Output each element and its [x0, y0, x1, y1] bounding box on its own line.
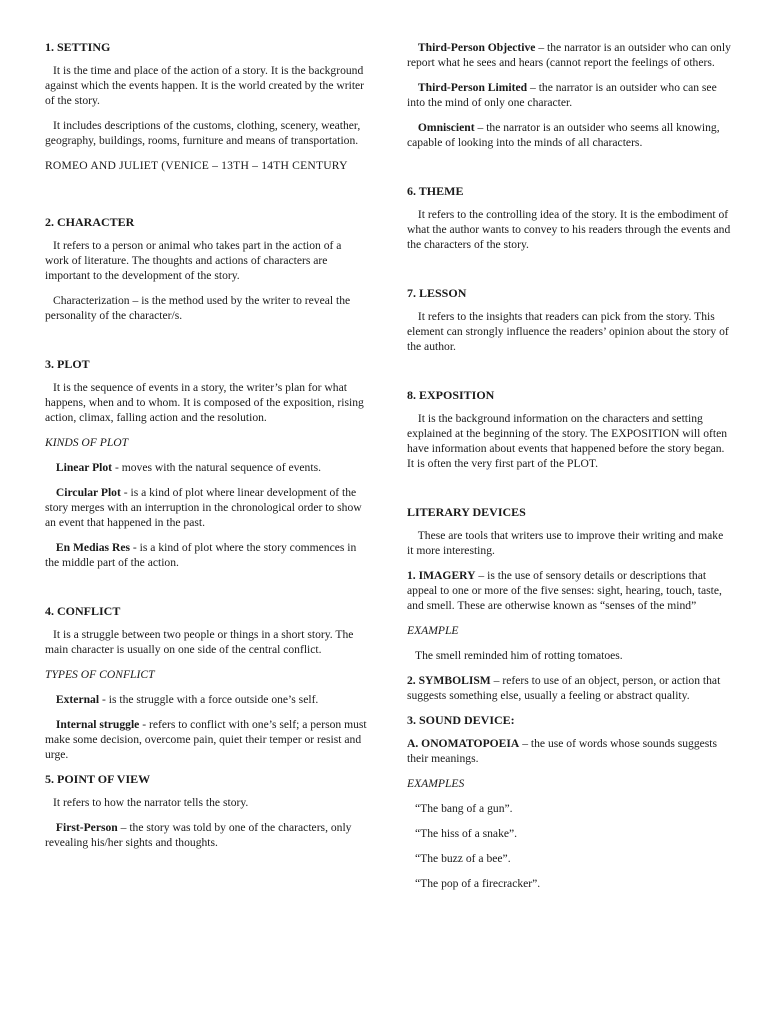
symbolism-item: 2. SYMBOLISM – refers to use of an object, person, or action that suggests something else, usually a feeling or abstract quality.: [407, 674, 721, 702]
pov-paragraph-1: It refers to how the narrator tells the story.: [53, 796, 249, 809]
plot-kind-item: Linear Plot - moves with the natural sequence of events.: [55, 461, 321, 474]
conflict-heading: 4. CONFLICT: [45, 604, 121, 618]
setting-example: ROMEO AND JULIET (VENICE – 13TH – 14TH CENTURY: [45, 159, 348, 172]
plot-kinds-label: KINDS OF PLOT: [45, 436, 129, 449]
plot-kind-item: Circular Plot - is a kind of plot where linear development of the story merges with an interruption in the chronological order to show an event that happened in the past.: [45, 486, 362, 529]
theme-paragraph: It refers to the controlling idea of the story. It is the embodiment of what the author wants to convey to his readers through the events and the characters of the story.: [407, 208, 731, 251]
pov-first-person: First-Person – the story was told by one of the characters, only revealing his/her sights and thoughts.: [45, 821, 352, 849]
onomatopoeia-example: “The pop of a firecracker”.: [415, 877, 541, 890]
imagery-item: 1. IMAGERY – is the use of sensory details or descriptions that appeal to one or more of the five senses: sight, hearing, touch, taste, and smell. These are otherwise known as “senses of the mind”: [407, 569, 722, 612]
theme-heading: 6. THEME: [407, 184, 464, 198]
character-paragraph-2: Characterization – is the method used by the writer to reveal the personality of the character/s.: [45, 294, 351, 322]
onomatopoeia-examples-label: EXAMPLES: [407, 777, 465, 790]
pov-omniscient: Omniscient – the narrator is an outsider who seems all knowing, capable of looking into the minds of all characters.: [407, 121, 720, 149]
conflict-paragraph-1: It is a struggle between two people or things in a short story. The main character is usually on one side of the central conflict.: [45, 628, 354, 656]
right-column: [407, 40, 731, 901]
onomatopoeia-example: “The bang of a gun”.: [415, 802, 513, 815]
pov-heading: 5. POINT OF VIEW: [45, 772, 151, 786]
lesson-paragraph: It refers to the insights that readers can pick from the story. This element can strongly influence the readers’ opinion about the story of the author.: [407, 310, 729, 353]
exposition-heading: 8. EXPOSITION: [407, 388, 495, 402]
exposition-paragraph: It is the background information on the characters and setting explained at the beginning of the story. The EXPOSITION will often have information about events that happened before the story began. It is often the very first part of the PLOT.: [407, 412, 728, 470]
setting-paragraph-2: It includes descriptions of the customs, clothing, scenery, weather, geography, buildings, rooms, furniture and means of transportation.: [45, 119, 361, 147]
plot-heading: 3. PLOT: [45, 357, 90, 371]
lesson-heading: 7. LESSON: [407, 286, 467, 300]
pov-third-objective: Third-Person Objective – the narrator is an outsider who can only report what he sees and hears (cannot report the feelings of others.: [407, 41, 731, 69]
literary-devices-paragraph: These are tools that writers use to improve their writing and make it more interesting.: [407, 529, 724, 557]
sound-device-heading: 3. SOUND DEVICE:: [407, 713, 515, 727]
plot-paragraph-1: It is the sequence of events in a story, the writer’s plan for what happens, when and to whom. It is composed of the exposition, rising action, climax, falling action and the resolution.: [45, 381, 364, 424]
character-paragraph-1: It refers to a person or animal who takes part in the action of a work of literature. The thoughts and actions of characters are important to the development of the story.: [45, 239, 342, 282]
onomatopoeia-example: “The buzz of a bee”.: [415, 852, 511, 865]
imagery-example: The smell reminded him of rotting tomatoes.: [415, 649, 623, 662]
onomatopoeia-example: “The hiss of a snake”.: [415, 827, 518, 840]
imagery-example-label: EXAMPLE: [407, 624, 459, 637]
conflict-type-item: External - is the struggle with a force outside one’s self.: [55, 693, 319, 706]
character-heading: 2. CHARACTER: [45, 215, 135, 229]
setting-heading: 1. SETTING: [45, 40, 111, 54]
conflict-types-label: TYPES OF CONFLICT: [45, 668, 155, 681]
setting-paragraph-1: It is the time and place of the action of a story. It is the background against which the events happen. It is the world created by the writer of the story.: [45, 64, 365, 107]
plot-kind-item: En Medias Res - is a kind of plot where the story commences in the middle part of the action.: [45, 541, 357, 569]
pov-third-limited: Third-Person Limited – the narrator is an outsider who can see into the mind of only one character.: [407, 81, 717, 109]
onomatopoeia-item: A. ONOMATOPOEIA – the use of words whose sounds suggests their meanings.: [407, 737, 718, 765]
left-column: [45, 40, 367, 860]
literary-devices-heading: LITERARY DEVICES: [407, 505, 526, 519]
conflict-type-item: Internal struggle - refers to conflict with one’s self; a person must make some decision, overcome pain, quiet their temper or resist and urge.: [45, 718, 367, 761]
